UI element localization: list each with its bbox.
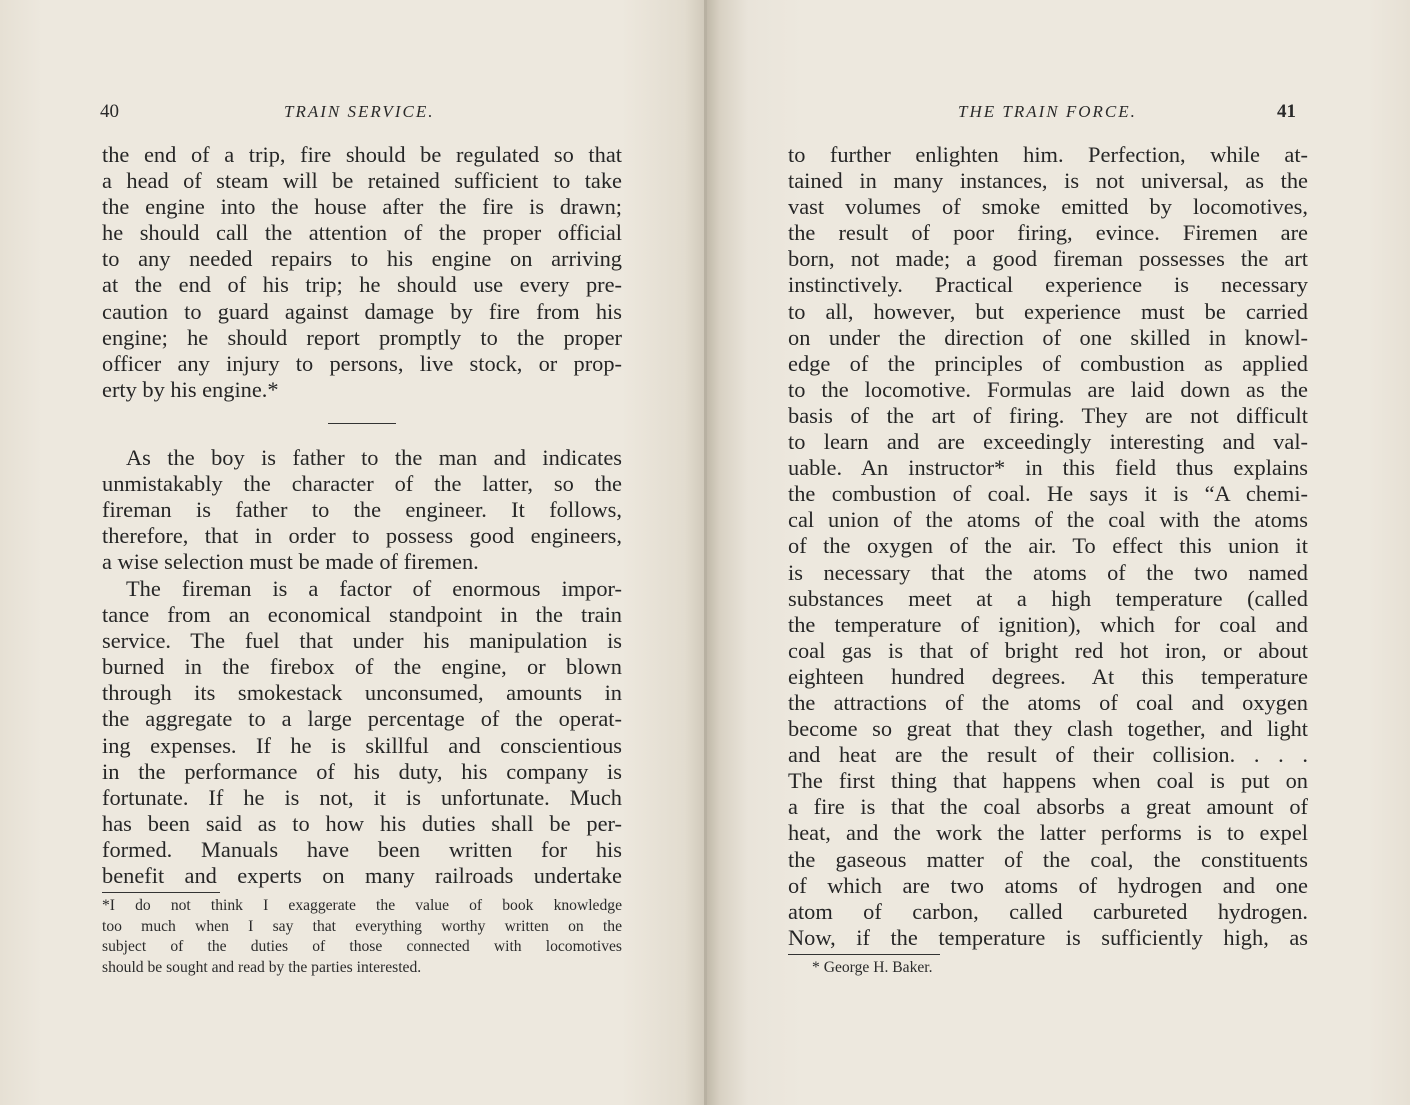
text-line: to all, however, but experience must be carried xyxy=(788,298,1308,324)
text-line: basis of the art of firing. They are not difficult xyxy=(788,402,1308,428)
text-line: substances meet at a high temperature (called xyxy=(788,585,1308,611)
text-line: the end of a trip, fire should be regulated so that xyxy=(102,142,622,167)
text-line: atom of carbon, called carbureted hydrogen. xyxy=(788,898,1308,924)
text-line: the engine into the house after the fire is drawn; xyxy=(102,194,622,220)
page-number: 40 xyxy=(100,101,119,122)
text-line: in the performance of his duty, his company is xyxy=(102,758,622,784)
text-line: edge of the principles of combustion as applied xyxy=(788,350,1308,376)
text-line: erty by his engine.* xyxy=(102,376,279,402)
running-head: TRAIN SERVICE. xyxy=(284,102,435,121)
text-line: formed. Manuals have been written for his xyxy=(102,836,622,862)
text-line: unmistakably the character of the latter, so the xyxy=(102,471,622,497)
text-line: officer any injury to persons, live stock, or prop- xyxy=(102,350,622,376)
text-line: to any needed repairs to his engine on arriving xyxy=(102,246,622,272)
text-line: the combustion of coal. He says it is “A chemi- xyxy=(788,481,1308,507)
text-line: to learn and are exceedingly interesting and val- xyxy=(788,429,1308,455)
text-line: of which are two atoms of hydrogen and one xyxy=(788,872,1308,898)
gutter xyxy=(704,0,707,1105)
paragraph xyxy=(788,142,1308,951)
running-head: THE TRAIN FORCE. xyxy=(958,102,1137,121)
text-line: the aggregate to a large percentage of the operat- xyxy=(102,706,622,732)
text-line: should be sought and read by the parties interested. xyxy=(102,958,422,976)
text-line: he should call the attention of the proper official xyxy=(102,220,622,246)
text-line: of the oxygen of the air. To effect this union it xyxy=(788,533,1308,559)
text-line: vast volumes of smoke emitted by locomotives, xyxy=(788,194,1308,220)
text-line: eighteen hundred degrees. At this temperature xyxy=(788,663,1308,689)
paragraph xyxy=(102,142,622,403)
footnote xyxy=(812,958,1212,979)
text-line: to the locomotive. Formulas are laid down as the xyxy=(788,376,1308,402)
text-line: is necessary that the atoms of the two named xyxy=(788,559,1308,585)
footnote xyxy=(102,896,622,978)
text-line: tance from an economical standpoint in the train xyxy=(102,602,622,628)
text-line: has been said as to how his duties shall be per- xyxy=(102,810,622,836)
section-divider xyxy=(328,423,396,424)
text-line: caution to guard against damage by fire from his xyxy=(102,298,622,324)
text-line: on under the direction of one skilled in knowl- xyxy=(788,324,1308,350)
text-line: coal gas is that of bright red hot iron, or about xyxy=(788,637,1308,663)
paragraph xyxy=(102,576,622,889)
text-line: the result of poor firing, evince. Firemen are xyxy=(788,220,1308,246)
text-line: *I do not think I exaggerate the value of book knowledge xyxy=(102,897,622,914)
text-line: the gaseous matter of the coal, the constituents xyxy=(788,846,1308,872)
text-line: a wise selection must be made of firemen. xyxy=(102,549,479,575)
text-line: tained in many instances, is not universal, as the xyxy=(788,168,1308,194)
text-line: born, not made; a good fireman possesses the art xyxy=(788,246,1308,272)
text-line: * George H. Baker. xyxy=(812,959,933,976)
text-line: fireman is father to the engineer. It follows, xyxy=(102,497,622,523)
text-line: fortunate. If he is not, it is unfortunate. Much xyxy=(102,784,622,810)
footnote-rule xyxy=(788,954,940,955)
text-line: engine; he should report promptly to the proper xyxy=(102,324,622,350)
text-line: service. The fuel that under his manipulation is xyxy=(102,628,622,654)
text-line: As the boy is father to the man and indicates xyxy=(126,445,622,470)
paragraph xyxy=(102,445,622,575)
text-line: benefit and experts on many railroads undertake xyxy=(102,863,622,889)
text-line: a fire is that the coal absorbs a great amount of xyxy=(788,794,1308,820)
text-line: Now, if the temperature is sufficiently high, as xyxy=(788,924,1308,950)
right-page xyxy=(706,0,1410,1105)
text-line: and heat are the result of their collision. . . . xyxy=(788,742,1308,768)
text-line: therefore, that in order to possess good engineers, xyxy=(102,523,622,549)
text-line: through its smokestack unconsumed, amounts in xyxy=(102,680,622,706)
text-line: burned in the firebox of the engine, or blown xyxy=(102,654,622,680)
footnote-rule xyxy=(102,892,220,893)
text-line: ing expenses. If he is skillful and conscientious xyxy=(102,732,622,758)
text-line: the attractions of the atoms of coal and oxygen xyxy=(788,689,1308,715)
text-line: instinctively. Practical experience is necessary xyxy=(788,272,1308,298)
page-number: 41 xyxy=(1277,101,1296,122)
text-line: The fireman is a factor of enormous impor- xyxy=(126,576,622,601)
text-line: become so great that they clash together, and light xyxy=(788,716,1308,742)
text-line: a head of steam will be retained sufficient to take xyxy=(102,168,622,194)
text-line: too much when I say that everything worthy written on the xyxy=(102,917,622,935)
text-line: at the end of his trip; he should use every pre- xyxy=(102,272,622,298)
text-line: cal union of the atoms of the coal with the atoms xyxy=(788,507,1308,533)
text-line: subject of the duties of those connected with locomotives xyxy=(102,938,622,955)
text-line: uable. An instructor* in this field thus explains xyxy=(788,455,1308,481)
text-line: heat, and the work the latter performs is to expel xyxy=(788,820,1308,846)
text-line: The first thing that happens when coal is put on xyxy=(788,768,1308,794)
text-line: to further enlighten him. Perfection, while at- xyxy=(788,142,1308,167)
text-line: the temperature of ignition), which for coal and xyxy=(788,611,1308,637)
